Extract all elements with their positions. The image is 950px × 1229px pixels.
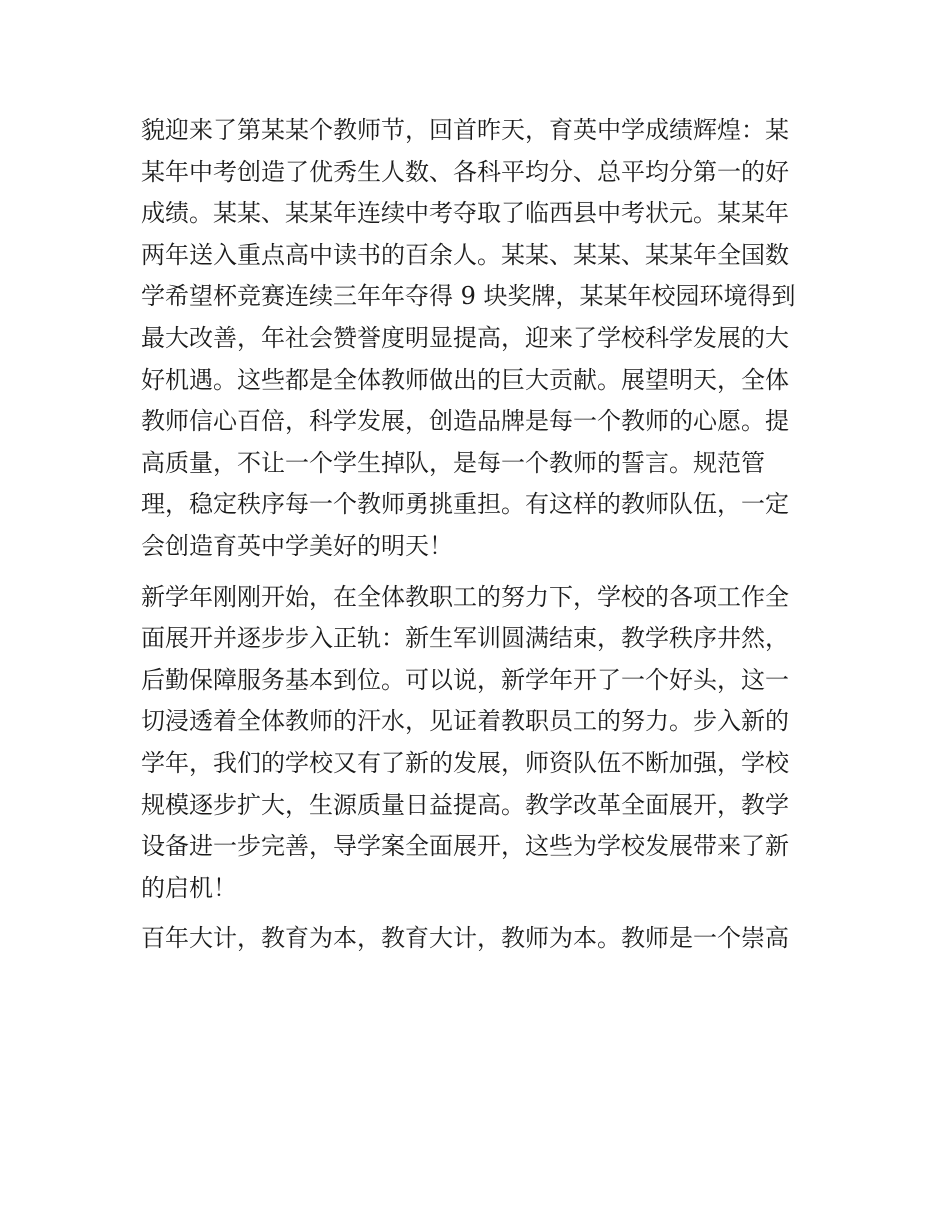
text-line: 教师信心百倍，科学发展，创造品牌是每一个教师的心愿。提 — [141, 407, 789, 436]
text-line: 某年中考创造了优秀生人数、各科平均分、总平均分第一的好 — [141, 157, 789, 186]
text-line: 好机遇。这些都是全体教师做出的巨大贡献。展望明天，全体 — [141, 365, 789, 394]
text-line: 后勤保障服务基本到位。可以说，新学年开了一个好头，这一 — [141, 665, 789, 694]
text-line: 切浸透着全体教师的汗水，见证着教职员工的努力。步入新的 — [141, 707, 789, 736]
text-line: 新学年刚刚开始，在全体教职工的努力下，学校的各项工作全 — [141, 582, 789, 611]
text-line: 理，稳定秩序每一个教师勇挑重担。有这样的教师队伍，一定 — [141, 490, 789, 519]
text-line: 会创造育英中学美好的明天！ — [141, 531, 453, 560]
text-line: 学希望杯竞赛连续三年年夺得 9 块奖牌，某某年校园环境得到 — [141, 282, 796, 311]
text-line: 设备进一步完善，导学案全面展开，这些为学校发展带来了新 — [141, 832, 789, 861]
paragraph-spacer — [141, 909, 821, 918]
paragraph — [141, 577, 821, 910]
text-line: 两年送入重点高中读书的百余人。某某、某某、某某年全国数 — [141, 240, 789, 269]
text-line: 规模逐步扩大，生源质量日益提高。教学改革全面展开，教学 — [141, 790, 789, 819]
text-line: 的启机！ — [141, 873, 237, 902]
paragraph-spacer — [141, 568, 821, 577]
text-line: 学年，我们的学校又有了新的发展，师资队伍不断加强，学校 — [141, 748, 789, 777]
text-line: 高质量，不让一个学生掉队，是每一个教师的誓言。规范管 — [141, 448, 765, 477]
text-line: 百年大计，教育为本，教育大计，教师为本。教师是一个崇高 — [141, 924, 789, 953]
paragraph — [141, 110, 821, 568]
text-line: 成绩。某某、某某年连续中考夺取了临西县中考状元。某某年 — [141, 199, 789, 228]
document-body — [141, 110, 821, 960]
text-line: 貌迎来了第某某个教师节，回首昨天，育英中学成绩辉煌：某 — [141, 116, 789, 144]
text-line: 面展开并逐步步入正轨：新生军训圆满结束，教学秩序井然， — [141, 624, 789, 653]
paragraph — [141, 918, 821, 960]
text-line: 最大改善，年社会赞誉度明显提高，迎来了学校科学发展的大 — [141, 323, 789, 352]
